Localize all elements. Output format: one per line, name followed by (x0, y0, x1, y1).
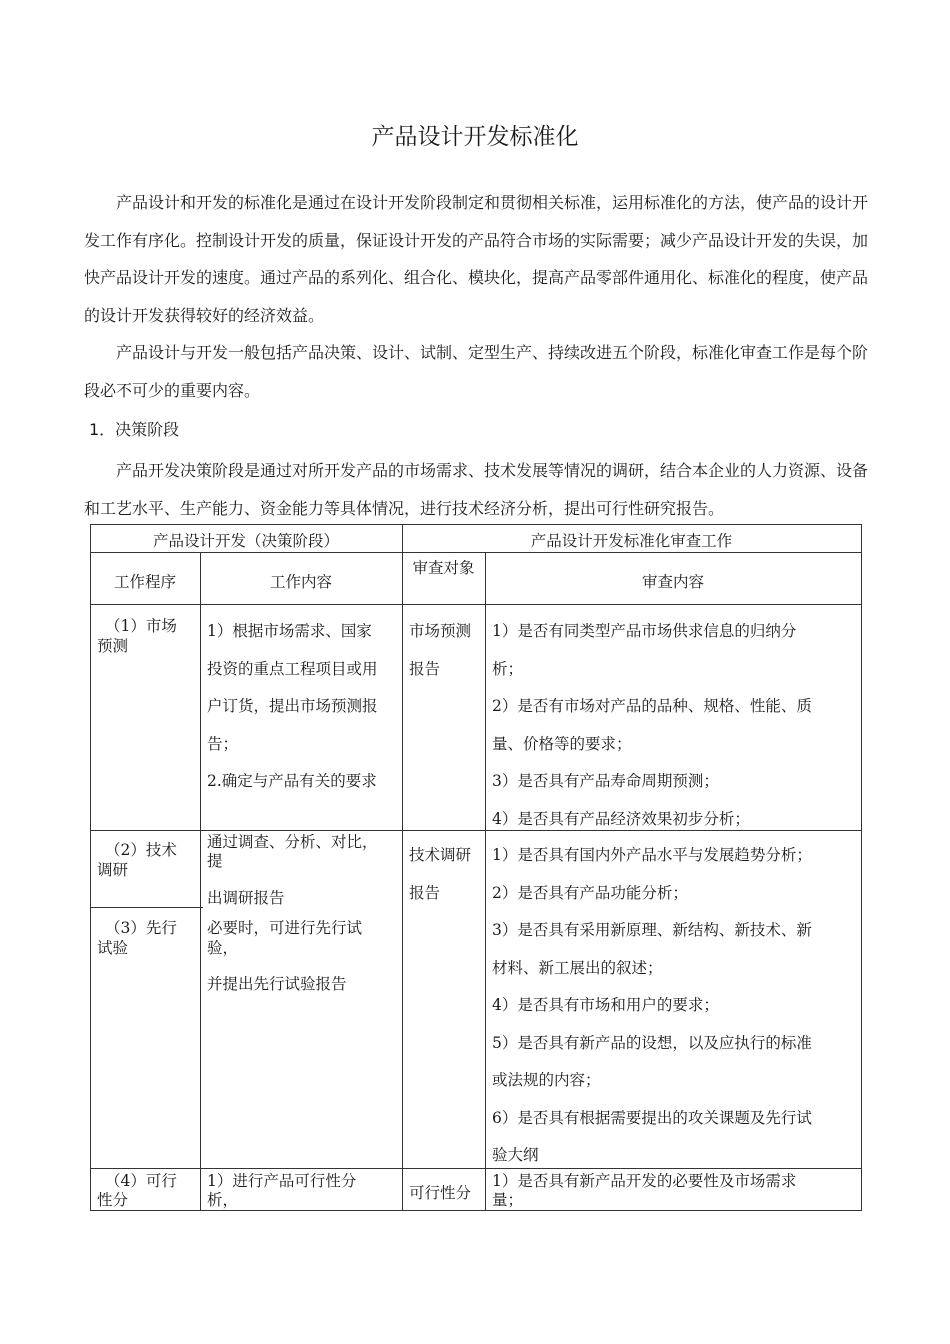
section-heading-decision: 1．决策阶段 (89, 420, 180, 439)
step-technical-research: （2）技术 调研 (97, 841, 177, 879)
table-line-header (90, 552, 862, 553)
section-paragraph-decision: 产品开发决策阶段是通过对所开发产品的市场需求、技术发展等情况的调研，结合本企业的人力资源、设备和工艺水平、生产能力、资金能力等具体情况，进行技术经济分析，提出可行性研究报告。 (84, 461, 869, 518)
object-market-forecast-report: 市场预测 报告 (409, 622, 472, 678)
col-header-content: 工作内容 (269, 573, 332, 591)
table-line-row2 (90, 907, 203, 908)
table-border-top (90, 524, 862, 525)
step-feasibility-analysis-content: 1）进行产品可行性分 析， (207, 1172, 357, 1209)
table-group-header-right: 产品设计开发标准化审查工作 (530, 532, 733, 550)
step-pilot-test-content: 必要时，可进行先行试 验， 并提出先行试验报告 (207, 919, 363, 993)
col-header-program: 工作程序 (113, 573, 176, 591)
step-pilot-test: （3）先行 试验 (97, 919, 177, 957)
intro-paragraph-1: 产品设计和开发的标准化是通过在设计开发阶段制定和贯彻相关标准，运用标准化的方法，使产品的设计开发工作有序化。控制设计开发的质量，保证设计开发的产品符合市场的实际需要；减少产品设计开发的失误，加快产品设计开发的速度。通过产品的系列化、组合化、模块化，提高产品零部件通用化、标准化的程度，使产品的设计开发获得较好的经济效益。 (84, 193, 869, 325)
table-group-header-left: 产品设计开发（决策阶段） (152, 532, 339, 550)
col-header-object: 审查对象 (412, 559, 475, 577)
object-technical-research-report: 技术调研 报告 (409, 846, 472, 902)
review-market-forecast-report: 1）是否有同类型产品市场供求信息的归纳分 析； 2）是否有市场对产品的品种、规格、性能、质 量、价格等的要求； 3）是否具有产品寿命周期预测； 4）是否具有产品经济效果初步分析； (492, 622, 812, 828)
col-header-review: 审查内容 (641, 573, 704, 591)
table-line-subheader (90, 604, 862, 605)
table-col-line-1 (200, 552, 201, 1210)
object-feasibility: 可行性分 (409, 1184, 472, 1202)
intro-paragraph-2: 产品设计与开发一般包括产品决策、设计、试制、定型生产、持续改进五个阶段，标准化审查工作是每个阶段必不可少的重要内容。 (84, 343, 869, 400)
review-feasibility: 1）是否具有新产品开发的必要性及市场需求 量； (492, 1172, 797, 1209)
table-border-right (861, 524, 862, 1211)
table-border-bottom (90, 1210, 862, 1211)
page-title: 产品设计开发标准化 (371, 124, 579, 150)
step-feasibility-analysis: （4）可行 性分 (97, 1172, 177, 1209)
step-market-forecast-content: 1）根据市场需求、国家 投资的重点工程项目或用 户订货，提出市场预测报 告； 2.确定与产品有关的要求 (207, 622, 378, 790)
table-col-line-2 (402, 524, 403, 1211)
review-technical-research-report: 1）是否具有国内外产品水平与发展趋势分析； 2）是否具有产品功能分析； 3）是否具有采用新原理、新结构、新技术、新 材料、新工展出的叙述； 4）是否具有市场和用户的要求； 5）是否具有新产品的设想，以及应执行的标准 或法规的内容； 6）是否具有根据需要提出的攻关课题及先行试 验大纲 (492, 846, 812, 1164)
step-market-forecast: （1）市场 预测 (97, 617, 177, 655)
step-technical-research-content: 通过调查、分析、对比， 提 出调研报告 (207, 833, 378, 907)
table-border-left (90, 524, 91, 1211)
table-col-line-3 (485, 552, 486, 1210)
